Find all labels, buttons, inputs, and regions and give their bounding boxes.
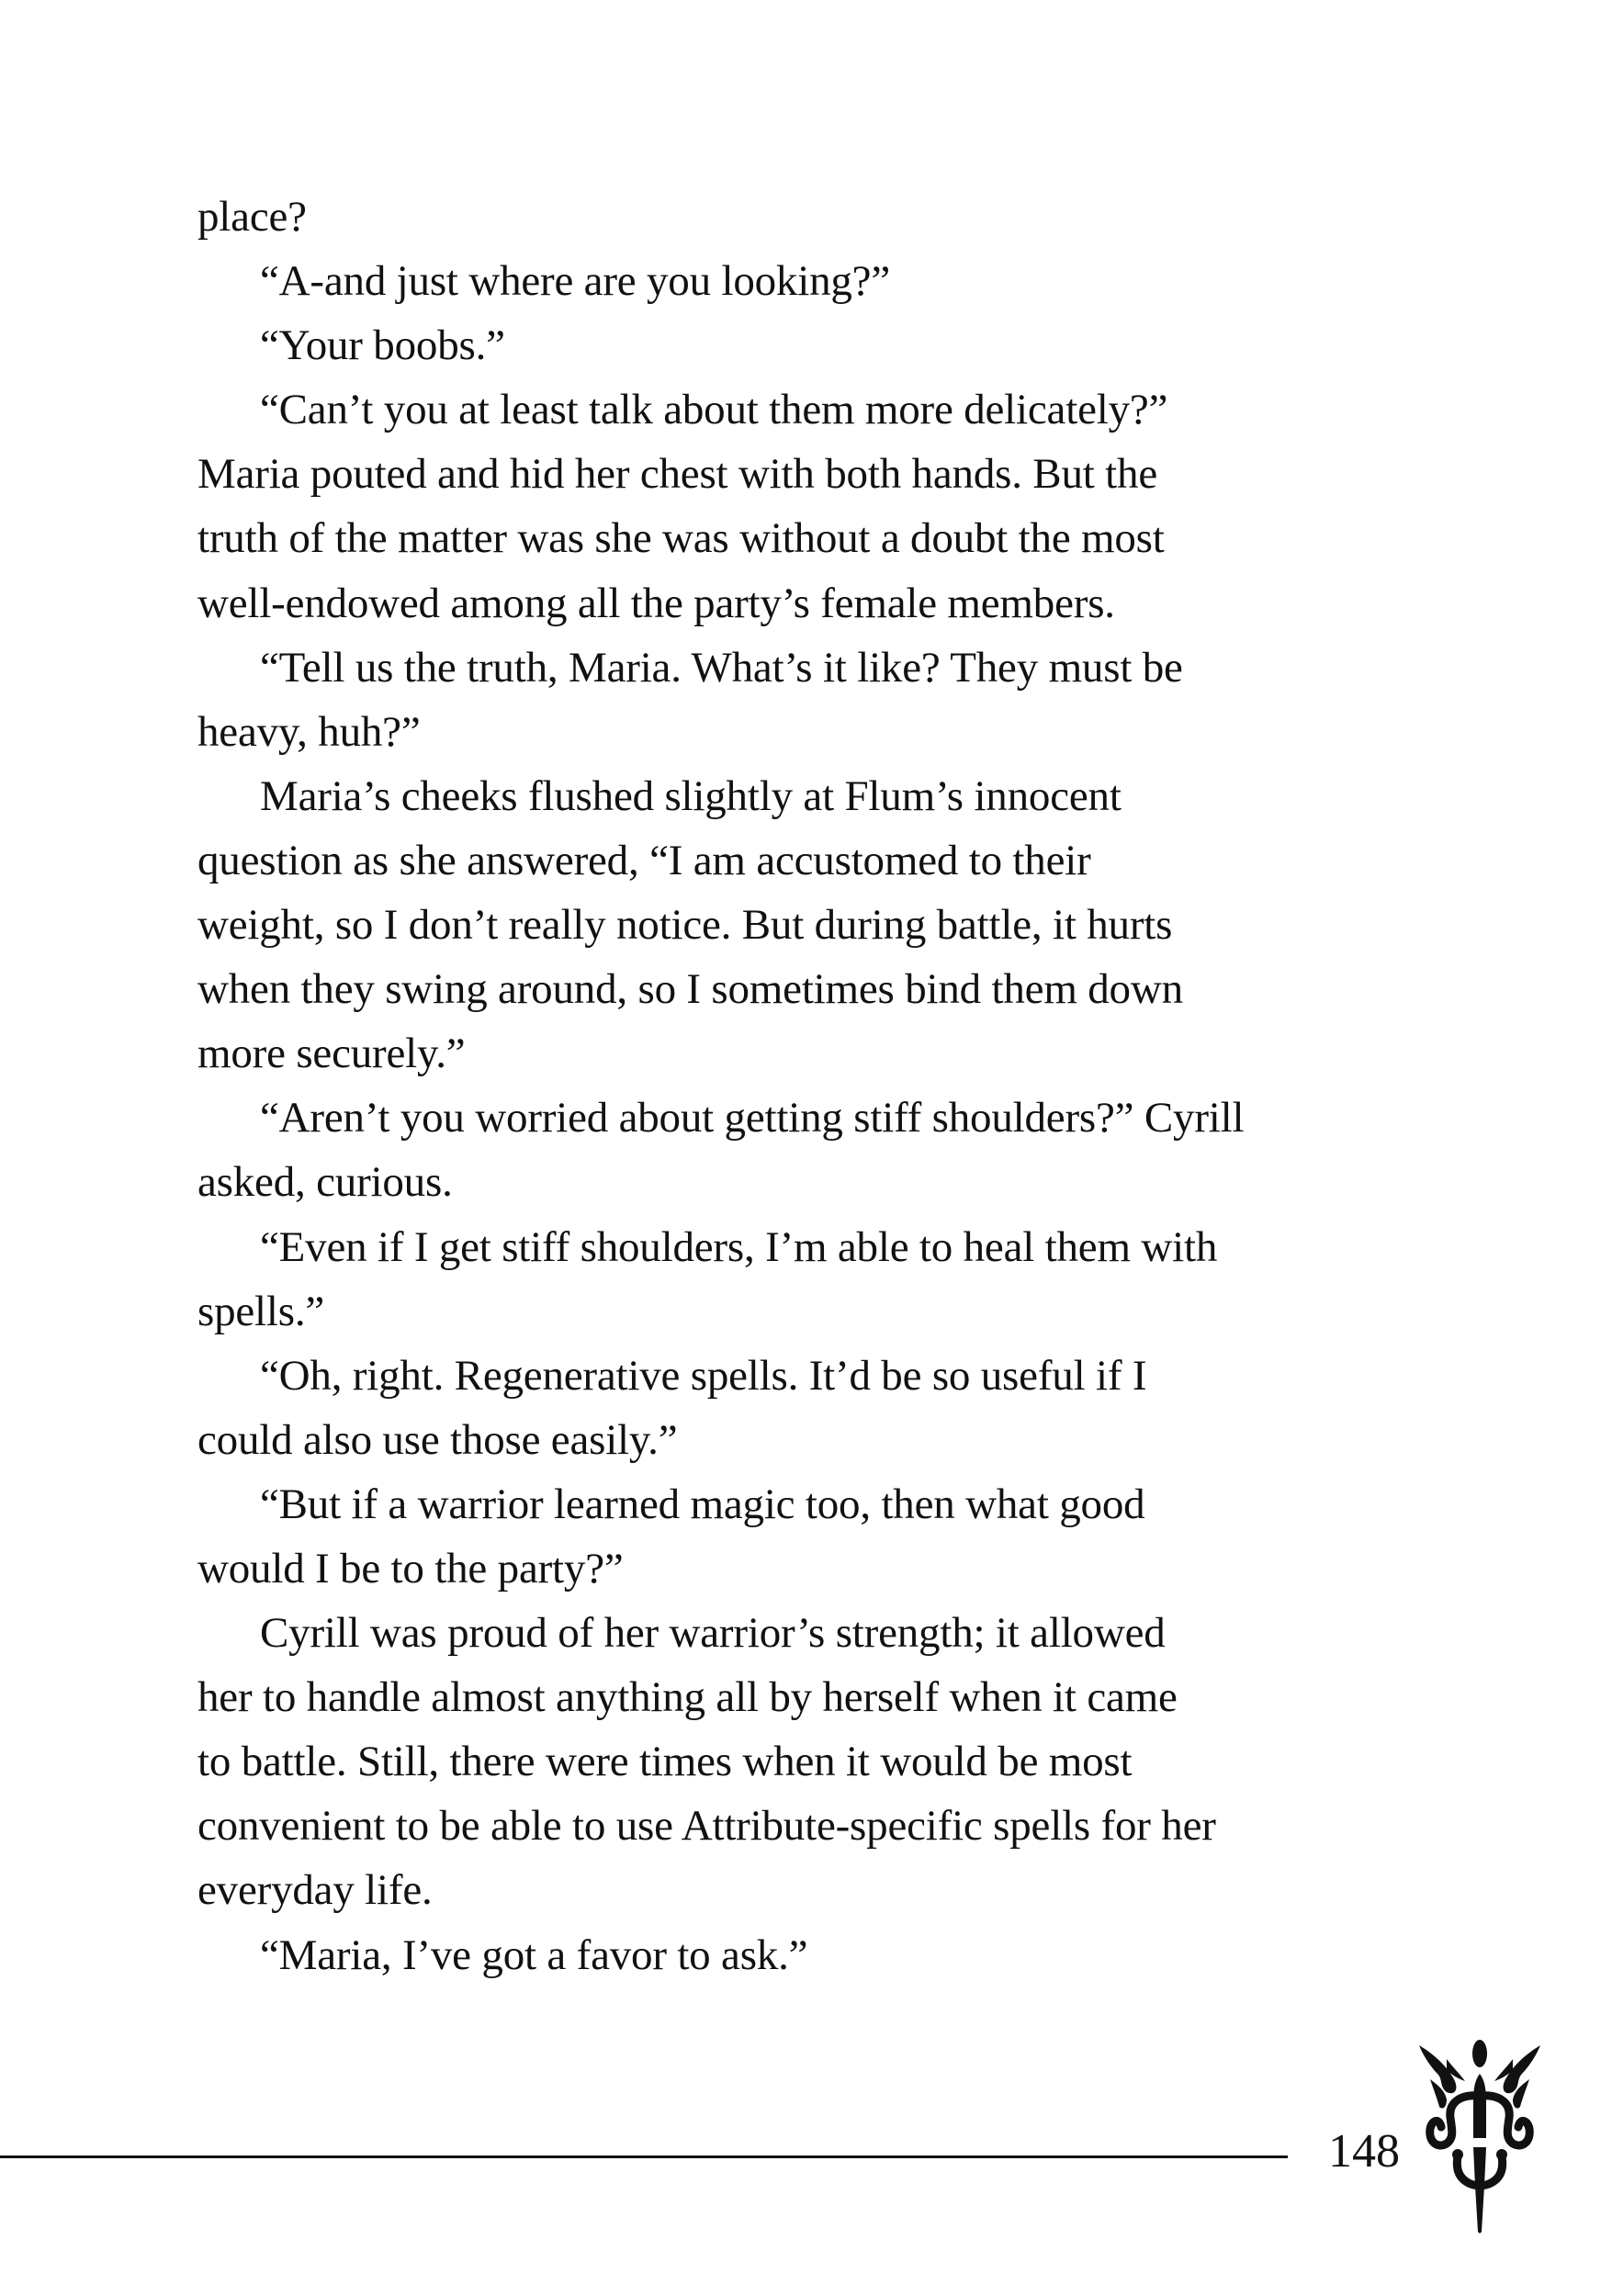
footer-rule (0, 2155, 1288, 2158)
text-line: place? (197, 193, 307, 241)
text-line: would I be to the party?” (197, 1544, 624, 1593)
text-line: could also use those easily.” (197, 1415, 678, 1464)
text-line: more securely.” (197, 1030, 466, 1078)
text-line: “Maria, I’ve got a favor to ask.” (260, 1930, 808, 1979)
text-line: “Your boobs.” (260, 321, 505, 370)
text-line: when they swing around, so I sometimes bind them down (197, 965, 1183, 1014)
text-line: “Oh, right. Regenerative spells. It’d be so useful if I (260, 1351, 1147, 1400)
page-number: 148 (1328, 2125, 1400, 2178)
text-line: “But if a warrior learned magic too, then what good (260, 1480, 1145, 1528)
text-line: truth of the matter was she was without a doubt the most (197, 514, 1165, 563)
text-line: asked, curious. (197, 1158, 453, 1207)
text-line: “Even if I get stiff shoulders, I’m able to heal them with (260, 1222, 1218, 1271)
text-line: “Can’t you at least talk about them more delicately?” (260, 386, 1168, 434)
text-line: “A-and just where are you looking?” (260, 257, 890, 306)
text-line: convenient to be able to use Attribute-specific spells for her (197, 1802, 1216, 1851)
text-line: spells.” (197, 1287, 325, 1335)
text-line: “Aren’t you worried about getting stiff shoulders?” Cyrill (260, 1094, 1245, 1142)
winged-caduceus-ornament-icon (1419, 2039, 1540, 2234)
text-line: Maria pouted and hid her chest with both hands. But the (197, 450, 1157, 499)
text-line: everyday life. (197, 1866, 433, 1915)
body-text (197, 185, 1447, 1987)
text-line: to battle. Still, there were times when it would be most (197, 1738, 1133, 1786)
text-line: Maria’s cheeks flushed slightly at Flum’s innocent (260, 771, 1122, 820)
text-line: weight, so I don’t really notice. But during battle, it hurts (197, 901, 1173, 950)
text-line: question as she answered, “I am accustomed to their (197, 836, 1091, 884)
text-line: “Tell us the truth, Maria. What’s it like? They must be (260, 643, 1183, 692)
text-line: Cyrill was proud of her warrior’s strength; it allowed (260, 1609, 1166, 1658)
text-line: heavy, huh?” (197, 707, 421, 756)
text-line: well-endowed among all the party’s female members. (197, 579, 1115, 627)
text-line: her to handle almost anything all by herself when it came (197, 1673, 1178, 1722)
